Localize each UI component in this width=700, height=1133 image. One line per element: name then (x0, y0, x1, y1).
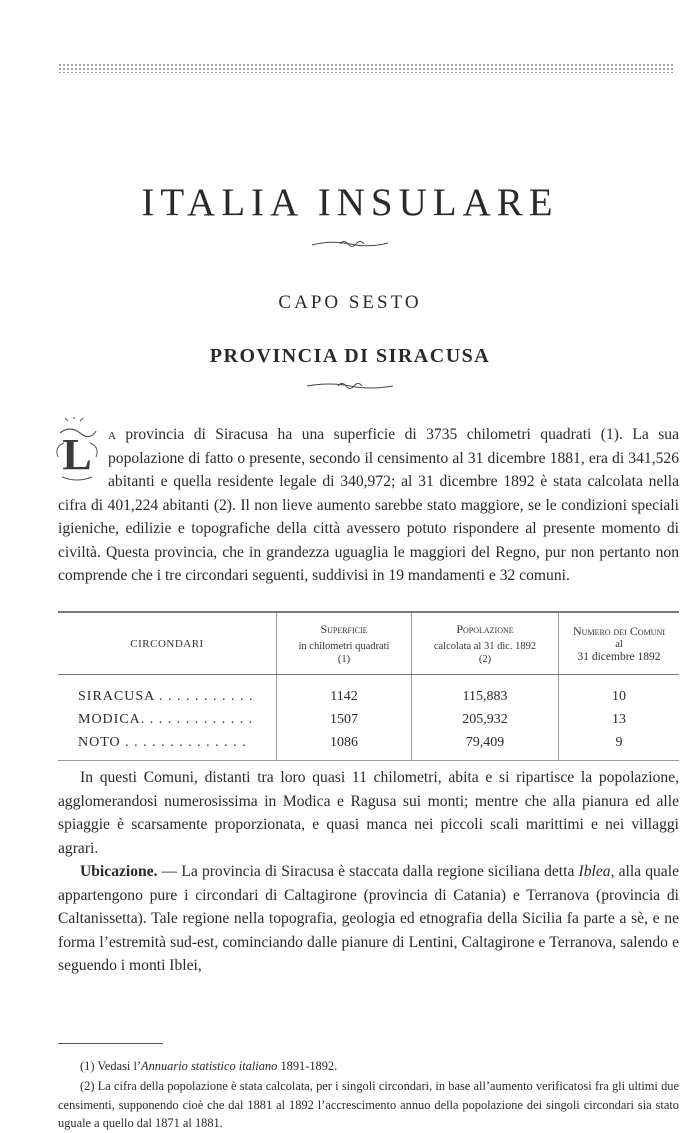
row-area: 1086 (277, 731, 412, 761)
superficie-sub: in chilometri quadrati (298, 641, 390, 652)
comuni-sub1: al (615, 639, 623, 650)
superficie-note: (1) (337, 654, 351, 665)
circondari-table (58, 611, 679, 761)
col-header-circondari: CIRCONDARI (58, 612, 277, 675)
ubicazione-text-a: — La provincia di Siracusa è staccata dalla regione siciliana detta (157, 863, 579, 880)
chapter-heading: CAPO SESTO (278, 292, 422, 313)
table-row (58, 708, 679, 731)
footnote-1-text-a: (1) Vedasi l’ (80, 1059, 142, 1073)
row-communes: 13 (559, 708, 680, 731)
row-communes: 10 (559, 675, 680, 709)
title-ornament-icon (310, 238, 390, 250)
row-population: 79,409 (412, 731, 559, 761)
footnote-divider (58, 1043, 163, 1044)
footnote-1-italic: Annuario statistico italiano (141, 1059, 278, 1073)
dropcap-letter: L (62, 430, 92, 479)
superficie-title: Superficie (320, 622, 368, 636)
comuni-title: Numero dei Comuni (573, 624, 665, 638)
section-ornament-icon (305, 380, 395, 392)
decorative-dotted-border (58, 63, 675, 73)
row-population: 115,883 (412, 675, 559, 709)
table-row (58, 731, 679, 761)
col-header-comuni (559, 612, 680, 675)
row-communes: 9 (559, 731, 680, 761)
section-heading: PROVINCIA DI SIRACUSA (209, 345, 491, 367)
page-title: ITALIA INSULARE (141, 181, 559, 224)
intro-paragraph (58, 423, 679, 588)
row-name: MODICA. . . . . . . . . . . . . (78, 711, 254, 727)
dropcap-ornament-icon (54, 417, 100, 483)
row-name: SIRACUSA . . . . . . . . . . . (78, 688, 254, 704)
popolazione-sub: calcolata al 31 dic. 1892 (433, 641, 537, 652)
row-name: NOTO . . . . . . . . . . . . . . (58, 731, 277, 761)
footnote-1 (58, 1057, 679, 1076)
row-population: 205,932 (412, 708, 559, 731)
comuni-sub2: 31 dicembre 1892 (577, 651, 661, 663)
col-header-popolazione (412, 612, 559, 675)
body-text (58, 766, 679, 978)
first-word-rest: a (108, 426, 116, 443)
iblea-term: Iblea (578, 863, 611, 880)
col-header-superficie (277, 612, 412, 675)
footnote-2: (2) La cifra della popolazione è stata calcolata, per i singoli circondari, in base all’aumento verificatosi fra gli ultimi due censimenti, supponendo cioè che dal 1881 al 1892 l’accrescimento annuo della popolazione dei singoli circondari sia stato uguale a quello dal 1871 al 1881. (58, 1079, 679, 1130)
intro-text: provincia di Siracusa ha una superficie di 3735 chilometri quadrati (1). La sua popolazione di fatto o presente, secondo il censimento al 31 dicembre 1881, era di 341,526 abitanti e quella residente legale di 340,972; al 31 dicembre 1892 è stata calcolata nella cifra di 401,224 abitanti (2). Il non lieve aumento sarebbe stato maggiore, se le condizioni speciali igieniche, edilizie e topografiche della città avessero potuto rispondere al presente momento di civiltà. Questa provincia, che in grandezza uguaglia le maggiori del Regno, pur non pertanto non comprende che i tre circondari seguenti, suddivisi in 19 mandamenti e 32 comuni. (58, 426, 679, 584)
popolazione-note: (2) (478, 654, 492, 665)
row-area: 1142 (277, 675, 412, 709)
popolazione-title: Popolazione (456, 622, 514, 636)
ubicazione-text-b: , alla quale appartengono pure i circondari di Caltagirone (provincia di Catania) e Terranova (provincia di Caltanissetta). Tale regione nella topografia, geologia ed etnografia della Sicilia fa parte a sè, e ne forma l’estremità sud-est, cominciando dalle pianure di Lentini, Caltagirone e Terranova, salendo e seguendo i monti Iblei, (58, 863, 679, 974)
ubicazione-paragraph (58, 860, 679, 978)
ubicazione-heading: Ubicazione. (80, 863, 158, 880)
row-area: 1507 (277, 708, 412, 731)
communes-paragraph: In questi Comuni, distanti tra loro quasi 11 chilometri, abita e si ripartisce la popolazione, agglomerandosi numerosissima in Modica e Ragusa sui monti; mentre che alla pianura ed alle spiaggie è scarsamente proporzionata, e quasi manca nei piccoli scali marittimi e nei villaggi agrari. (58, 769, 679, 857)
table-row (58, 675, 679, 709)
footnote-1-text-b: 1891-1892. (277, 1059, 338, 1073)
